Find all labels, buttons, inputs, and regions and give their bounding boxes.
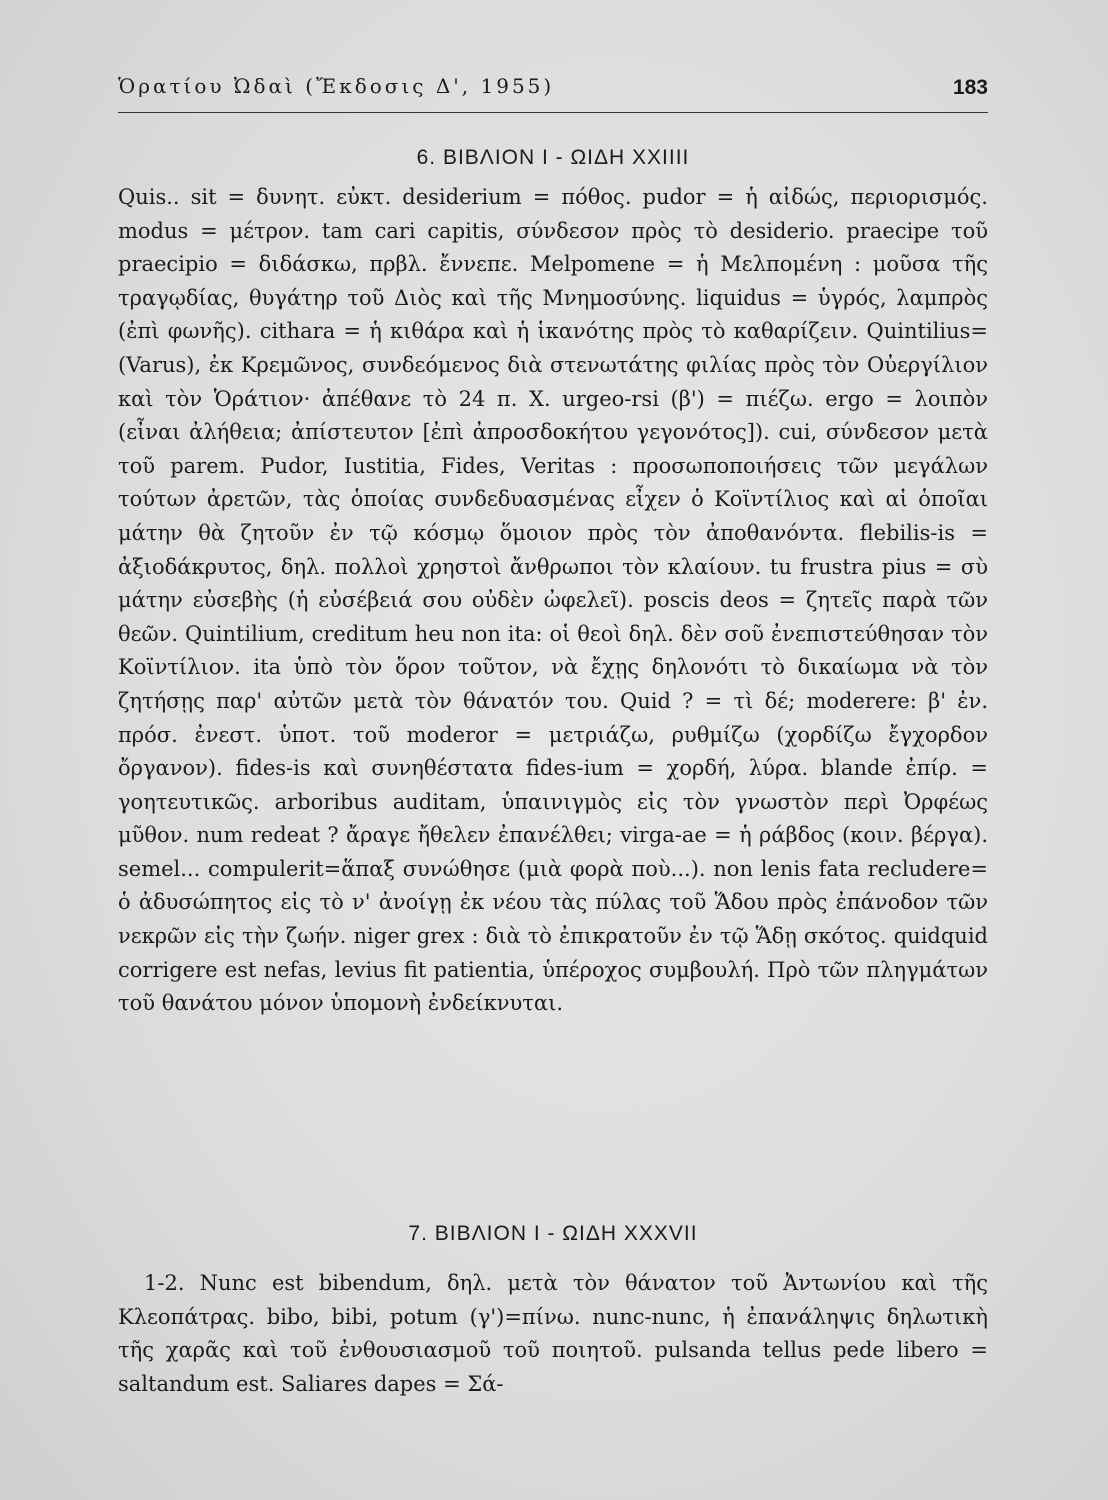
- running-header: [118, 72, 988, 113]
- section-heading-7: 7. ΒΙΒΛΙΟΝ Ι - ΩΙΔΗ XXXVII: [408, 1222, 698, 1245]
- page-number: 183: [952, 76, 988, 99]
- commentary-paragraph: Quis.. sit = δυνητ. εὐκτ. desiderium = πόθος. pudor = ἡ αἰδώς, περιορισμός. modus = μέτρον. tam cari capitis, σύνδεσον πρὸς τὸ desiderio. praecipe τοῦ praecipio = διδάσκω, πρβλ. ἔννεπε. Melpomene = ἡ Μελπομένη : μοῦσα τῆς τραγῳδίας, θυγάτηρ τοῦ Διὸς καὶ τῆς Μνημοσύνης. liquidus = ὑγρός, λαμπρὸς (ἐπὶ φωνῆς). cithara = ἡ κιθάρα καὶ ἡ ἱκανότης πρὸς τὸ καθαρίζειν. Quintilius= (Varus), ἐκ Κρεμῶνος, συνδεόμενος διὰ στενωτάτης φιλίας πρὸς τὸν Οὐεργίλιον καὶ τὸν Ὁράτιον· ἀπέθανε τὸ 24 π. Χ. urgeo-rsi (β') = πιέζω. ergo = λοιπὸν (εἶναι ἀλήθεια; ἀπίστευτον [ἐπὶ ἀπροσδοκήτου γεγονότος]). cui, σύνδεσον μετὰ τοῦ parem. Pudor, Iustitia, Fides, Veritas : προσωποποιήσεις τῶν μεγάλων τούτων ἀρετῶν, τὰς ὁποίας συνδεδυασμένας εἶχεν ὁ Κοϊντίλιος καὶ αἱ ὁποῖαι μάτην θὰ ζητοῦν ἐν τῷ κόσμῳ ὅμοιον πρὸς τὸν ἀποθανόντα. flebilis-is = ἀξιοδάκρυτος, δηλ. πολλοὶ χρηστοὶ ἄνθρωποι τὸν κλαίουν. tu frustra pius = σὺ μάτην εὐσεβὴς (ἡ εὐσέβειά σου οὐδὲν ὠφελεῖ). poscis deos = ζητεῖς παρὰ τῶν θεῶν. Quintilium, creditum heu non ita: οἱ θεοὶ δηλ. δὲν σοῦ ἐνεπιστεύθησαν τὸν Κοϊντίλιον. ita ὑπὸ τὸν ὅρον τοῦτον, νὰ ἔχῃς δηλονότι τὸ δικαίωμα νὰ τὸν ζητήσῃς παρ' αὐτῶν μετὰ τὸν θάνατόν του. Quid ? = τὶ δέ; moderere: β' ἐν. πρόσ. ἐνεστ. ὑποτ. τοῦ moderor = μετριάζω, ρυθμίζω (χορδίζω ἔγχορδον ὄργανον). fides-is καὶ συνηθέστατα fides-ium = χορδή, λύρα. blande ἐπίρ. = γοητευτικῶς. arboribus auditam, ὑπαινιγμὸς εἰς τὸν γνωστὸν περὶ Ὀρφέως μῦθον. num redeat ? ἄραγε ἤθελεν ἐπανέλθει; virga-ae = ἡ ράβδος (κοιν. βέργα). semel... compulerit=ἅπαξ συνώθησε (μιὰ φορὰ ποὺ...). non lenis fata recludere= ὁ ἀδυσώπητος εἰς τὸ ν' ἀνοίγῃ ἐκ νέου τὰς πύλας τοῦ Ἅδου πρὸς ἐπάνοδον τῶν νεκρῶν εἰς τὴν ζωήν. niger grex : διὰ τὸ ἐπικρατοῦν ἐν τῷ Ἅδῃ σκότος. quidquid corrigere est nefas, levius fit patientia, ὑπέροχος συμβουλή. Πρὸ τῶν πληγμάτων τοῦ θανάτου μόνον ὑπομονὴ ἐνδείκνυται.: [118, 185, 988, 1016]
- commentary-paragraph: 1-2. Nunc est bibendum, δηλ. μετὰ τὸν θάνατον τοῦ Ἀντωνίου καὶ τῆς Κλεοπάτρας. bibo, bibi, potum (γ')=πίνω. nunc-nunc, ἡ ἐπανάληψις δηλωτικὴ τῆς χαρᾶς καὶ τοῦ ἐνθουσιασμοῦ τοῦ ποιητοῦ. pulsanda tellus pede libero = saltandum est. Saliares dapes = Σά-: [118, 1271, 988, 1396]
- running-title: Ὁρατίου Ὠδαὶ (Ἔκδοσις Δ', 1955): [118, 74, 555, 98]
- section-7-commentary: [118, 1267, 988, 1401]
- section-heading-6: 6. ΒΙΒΛΙΟΝ Ι - ΩΙΔΗ XXIIII: [416, 146, 690, 169]
- section-6-commentary: [118, 181, 988, 1021]
